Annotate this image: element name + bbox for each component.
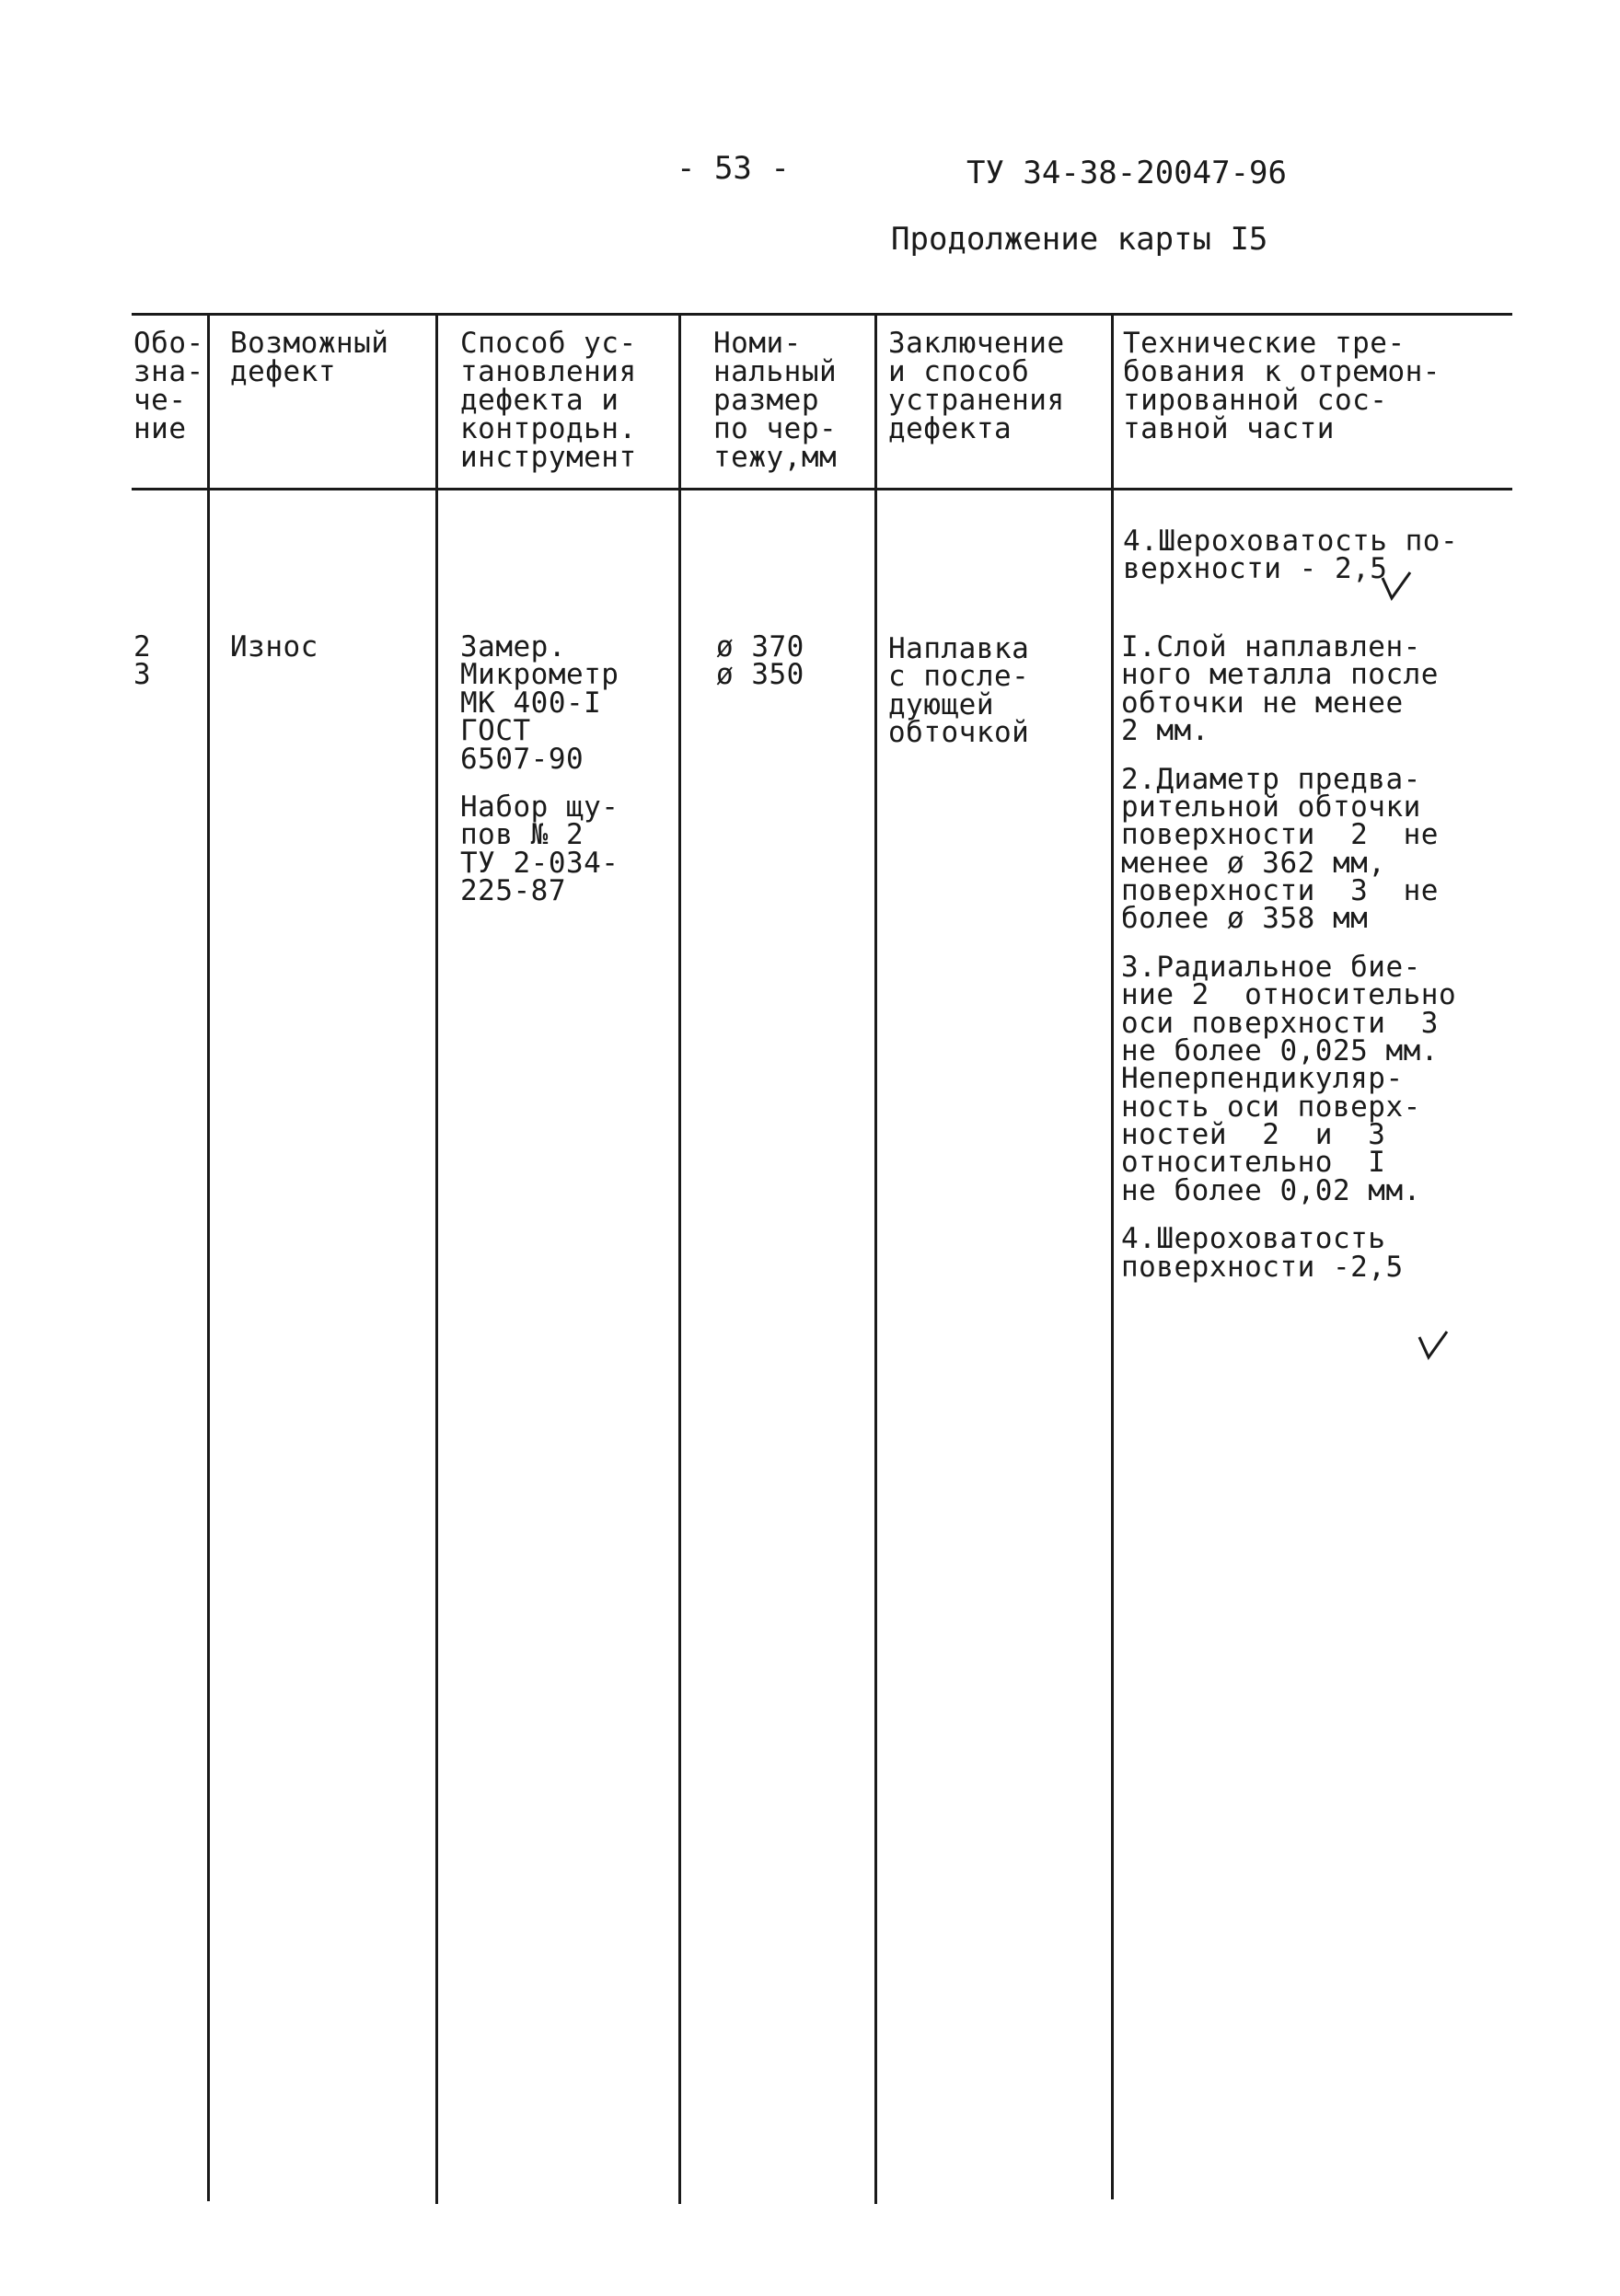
method-measurement: Замер. Микрометр МК 400-I ГОСТ 6507-90: [460, 630, 619, 776]
row-defect: Износ: [230, 630, 318, 663]
roughness-symbol-icon: [1381, 571, 1412, 602]
column-divider-3: [678, 313, 681, 2204]
header-nominal-size: Номи- нальный размер по чер- тежу,мм: [713, 327, 838, 474]
roughness-symbol-icon: [1418, 1330, 1449, 1361]
requirement-roughness-top: 4.Шероховатость по- верхности - 2,5: [1123, 525, 1459, 586]
header-requirements: Технические тре- бования к отремон- тированной сос- тавной части: [1123, 327, 1441, 445]
column-divider-1: [207, 313, 210, 2201]
row-remedy: Наплавка с после- дующей обточкой: [888, 632, 1030, 750]
row-nominal-size: ø 370 ø 350: [716, 630, 804, 692]
column-divider-5: [1111, 313, 1114, 2199]
row-requirements: [1121, 630, 1457, 1284]
table-header-rule: [132, 488, 1512, 490]
row-detection-method: [460, 630, 619, 925]
table-top-rule: [132, 313, 1512, 316]
column-divider-4: [874, 313, 877, 2204]
header-remedy: Заключение и способ устранения дефекта: [888, 327, 1065, 445]
requirement-pre-turning-diameter: 2.Диаметр предва- рительной обточки поверхности 2 не менее ø 362 мм, поверхности 3 не более ø 358 мм: [1121, 762, 1439, 936]
requirement-weld-layer: I.Слой наплавлен- ного металла после обточки не менее 2 мм.: [1121, 630, 1439, 748]
column-divider-2: [435, 313, 438, 2204]
header-detection-method: Способ ус- тановления дефекта и контродьн. инструмент: [460, 327, 637, 474]
requirement-roughness: 4.Шероховатость поверхности -2,5: [1121, 1222, 1404, 1284]
method-feeler-gauge: Набор щу- пов № 2 ТУ 2-034- 225-87: [460, 790, 619, 907]
header-designation: Обо- зна- че- ние: [133, 327, 204, 445]
page-number: - 53 -: [677, 150, 790, 187]
document-code: ТУ 34-38-20047-96: [966, 155, 1287, 191]
requirement-runout: 3.Радиальное бие- ние 2 относительно оси поверхности 3 не более 0,025 мм. Неперпендикуляр- ность оси поверх- ностей 2 и 3 относительно I не более 0,02 мм.: [1121, 950, 1457, 1207]
row-designation: 2 3: [133, 630, 152, 692]
header-defect: Возможный дефект: [230, 327, 389, 388]
continuation-title: Продолжение карты I5: [891, 221, 1268, 258]
